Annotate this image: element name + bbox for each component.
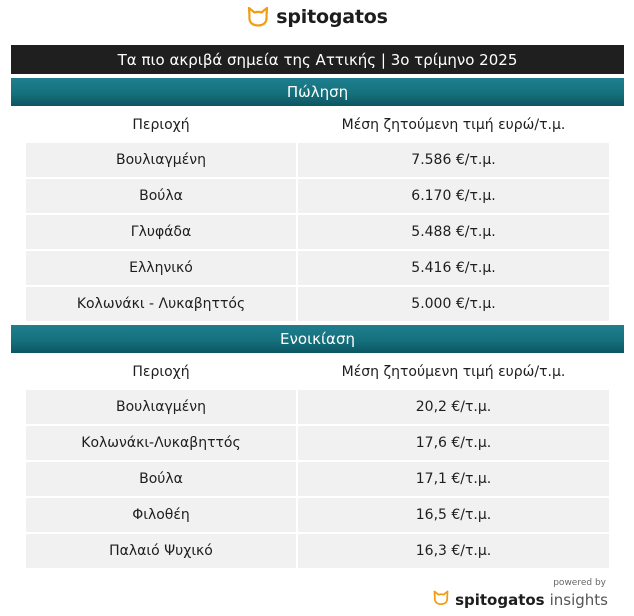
table-row [26, 534, 609, 568]
column-header-price: Μέση ζητούμενη τιμή ευρώ/τ.μ. [341, 364, 566, 380]
page-title: Τα πιο ακριβά σημεία της Αττικής | 3ο τρίμηνο 2025 [11, 45, 624, 74]
price-cell: 5.416 €/τ.μ. [298, 251, 609, 285]
area-cell: Κολωνάκι - Λυκαβηττός [26, 287, 296, 321]
area-cell: Βουλιαγμένη [26, 143, 296, 177]
column-header-area: Περιοχή [132, 117, 190, 133]
section-heading-rent: Ενοικίαση [11, 325, 624, 353]
table-row [26, 179, 609, 213]
footer-brand-name: spitogatos [455, 591, 545, 609]
area-cell: Κολωνάκι-Λυκαβηττός [26, 426, 296, 460]
price-cell: 5.488 €/τ.μ. [298, 215, 609, 249]
brand-name: spitogatos [276, 6, 388, 28]
area-cell: Βουλιαγμένη [26, 390, 296, 424]
price-cell: 5.000 €/τ.μ. [298, 287, 609, 321]
area-cell: Ελληνικό [26, 251, 296, 285]
area-cell: Γλυφάδα [26, 215, 296, 249]
price-cell: 16,3 €/τ.μ. [298, 534, 609, 568]
column-header-area: Περιοχή [132, 364, 190, 380]
footer-brand-suffix: insights [549, 591, 608, 609]
cat-icon [246, 6, 270, 28]
cat-icon [432, 590, 450, 610]
powered-by-label: powered by [553, 578, 606, 588]
area-cell: Βούλα [26, 179, 296, 213]
price-cell: 7.586 €/τ.μ. [298, 143, 609, 177]
column-header-price: Μέση ζητούμενη τιμή ευρώ/τ.μ. [341, 117, 566, 133]
price-cell: 20,2 €/τ.μ. [298, 390, 609, 424]
table-row [26, 287, 609, 321]
table-row [26, 215, 609, 249]
table-row [26, 498, 609, 532]
table-row [26, 143, 609, 177]
area-cell: Βούλα [26, 462, 296, 496]
area-cell: Παλαιό Ψυχικό [26, 534, 296, 568]
area-cell: Φιλοθέη [26, 498, 296, 532]
price-cell: 17,1 €/τ.μ. [298, 462, 609, 496]
price-cell: 17,6 €/τ.μ. [298, 426, 609, 460]
table-row [26, 462, 609, 496]
brand-header [0, 4, 634, 30]
price-cell: 16,5 €/τ.μ. [298, 498, 609, 532]
table-row [26, 390, 609, 424]
section-heading-sale: Πώληση [11, 78, 624, 106]
table-row [26, 426, 609, 460]
table-row [26, 251, 609, 285]
price-cell: 6.170 €/τ.μ. [298, 179, 609, 213]
footer-brand [432, 590, 608, 610]
